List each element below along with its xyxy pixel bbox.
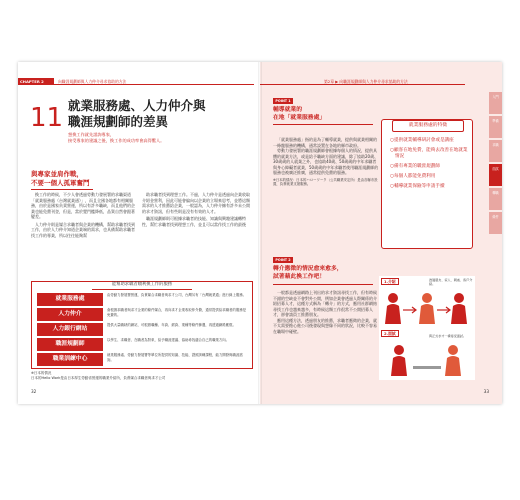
right-page <box>260 62 502 404</box>
table-title: 能幫助求職者順利換工作的服務 <box>111 282 173 287</box>
interview-people-icon <box>381 342 473 378</box>
running-head: 向職涯規劃師與人力仲介尋求協助的方法 <box>58 79 127 84</box>
side-tab: 入門 <box>489 92 502 114</box>
table-title-rule <box>92 289 192 290</box>
list-item: ○備有專業的職涯規劃師 <box>390 164 440 169</box>
page-number: 32 <box>31 389 37 394</box>
step-label: 2.面試 <box>381 330 399 337</box>
row-description: 由勞動力發展署營運，負責媒合求職者與求才公司，台灣另有「台灣就業通」進行線上服務。 <box>107 293 247 297</box>
table-row <box>37 308 249 322</box>
row-label: 人力銀行網站 <box>37 323 103 336</box>
left-page <box>18 62 260 404</box>
row-description: 提供大量職缺的網站，可根據職種、年資、薪資、業種等條件篩選，再透過網路應徵。 <box>107 323 236 327</box>
services-table <box>31 281 253 369</box>
table-row <box>37 353 249 367</box>
list-item: ○顧客在地免費，能夠去改善在地就業情況 <box>390 148 468 159</box>
header-rule <box>54 84 254 85</box>
side-tab: 準備 <box>489 116 502 138</box>
referral-illustration <box>379 276 475 380</box>
step-description: 透過朋友、家人、親戚、客戶介紹。 <box>429 278 473 287</box>
paragraph: 助求職者找到理想工作。不過，人力仲介是透過向企業收取介紹金營利，因此可能會偏向以企業的立場來思考，並將這類需求的人才推薦給企業，一般認為，人力仲介擁有許多未公開的求才資訊，但有些則是沒有有效的人才。 <box>142 192 250 214</box>
point-2-tag: POINT 2 <box>273 257 293 263</box>
row-label: 職業訓練中心 <box>37 353 103 366</box>
book-gutter <box>258 62 262 404</box>
point-2-body <box>273 290 377 334</box>
side-tab: 條件 <box>489 212 502 234</box>
list-item: ○每個人都能免費利用 <box>390 174 436 179</box>
feature-list <box>390 138 472 194</box>
row-label: 就業服務處 <box>37 293 103 306</box>
row-description: 以學生、求職者、在職者為對象，給予職涯建議、協助尋找適合自己的職業方向。 <box>107 338 230 342</box>
footnote: ※日本的情況：日本的ハローワーク（公共職業安定所）是由各縣市設置，負責就業支援服務。 <box>273 177 378 186</box>
introduction-people-icon <box>381 290 473 326</box>
side-tab: 轉職 <box>489 188 502 210</box>
paragraph: 換工作的時候，不少人會透過勞動力發展署的求職渠道「就業服務處（台灣就業通）」，而且全國各地都有相關服務，由於是國家負責營運，所以有許多職缺，而且他們的企業也能免費刊登，但是，當於覺門檻降低，品質自然會跟著變差。 <box>31 192 135 219</box>
point-1-tag: POINT 1 <box>273 98 293 104</box>
section-heading: 與專家並肩作戰， 不要一個人孤軍奮鬥 <box>31 170 90 187</box>
row-description: 會根據求職者與求才企業的條件媒合，再向求才企業收取仲介費，通常提供給求職者的服務是免費的。 <box>107 308 247 317</box>
paragraph: 一般都是透過網路上刊出的求才資訊尋找工作，但有時候不錯的空缺並不會對外公開，例如企業會透過人際關係的介紹招募人才，這種方式稱為「轉介」的方式，應用社群網絡尋找工作也越來越多，有時候這類工作很常不公開招募人才，卻會請員工推薦朋友。 <box>273 290 377 317</box>
paragraph: 應用這種方法，透過朋友的推薦，求職者應徵的企業，就不太需要擔心進公司後發現與想像不同的狀況，比較不容易在職場中碰壁。 <box>273 317 377 334</box>
side-index-tabs <box>489 92 502 236</box>
page-number: 33 <box>483 389 489 394</box>
point-2-heading: 轉介應徵的情況愈來愈多， 試著藉此換工作吧！ <box>273 266 343 280</box>
row-label: 職涯規劃師 <box>37 338 103 351</box>
section-heading-rule <box>31 189 93 190</box>
side-tab-active: 面試 <box>489 164 502 186</box>
body-column-1 <box>31 192 135 240</box>
row-description: 就業服務處、勞動力發展署等單位所提供的知識、技能、證照訓練課程，能力開發與職涯諮詢。 <box>107 353 243 362</box>
header-rule <box>260 84 465 85</box>
running-head: 第2章 ▶ 向職涯規劃師與人力仲介尋求協助的方法 <box>324 79 408 84</box>
point-1-heading: 輔導就業的 在地「就業服務處」 <box>273 107 326 121</box>
row-label: 人力仲介 <box>37 308 103 321</box>
table-row <box>37 338 249 352</box>
side-tab: 求職 <box>489 140 502 162</box>
list-item: ○提供就業輔導研討會或是講座 <box>390 138 454 143</box>
paragraph: 「就業服務處」指的是為了輔導就業，提供與就業相關的一條龍服務的機構，通常設置在各地的縣市政府。 <box>273 137 377 148</box>
list-item: ○輔導就業保險等申請手續 <box>390 184 445 189</box>
footnotes: ※日本的情況 日本的Hello Work是由日本厚生勞動省營運的職業介紹所，負責媒合求職者與求才公司 <box>31 371 166 380</box>
step-label: 1.介紹 <box>381 278 399 285</box>
feature-box-heading: 就業服務處的特徵 <box>392 120 464 132</box>
table-row <box>37 323 249 337</box>
paragraph: 職涯規劃師則可根據求職者的技能、知識與興趣建議轉特性，幫忙求職者找到理想工作，並且可以當作找工作的最後 <box>142 216 246 227</box>
point-2-rule <box>273 284 373 285</box>
table-row <box>37 293 249 307</box>
body-column-2 <box>142 192 250 229</box>
chapter-tag: CHAPTER 2 <box>18 78 54 85</box>
page-title: 就業服務處、人力仲介與 職涯規劃師的差異 <box>68 98 206 129</box>
book-spread <box>18 62 502 404</box>
point-1-body <box>273 137 379 186</box>
feature-box <box>381 119 473 249</box>
point-1-rule <box>273 124 373 125</box>
step-description: 與正式求才一樣接受面試。 <box>429 334 467 338</box>
page-subtitle: 想換工作就先諮詢專家， 接受專家的建議之後，換工作的成功率會高得驚人。 <box>68 132 165 143</box>
paragraph: 勞動力發展署的職涯規劃師會根據每個人的情況，提供具體的就業方法，或是給予職缺方面的建議，除了協助20歲、30歲歲的人就業之外，也協助40歲、50歲歲的中年求職者與身心障礙者就業，50歲歲的中年求職者使用職涯規劃師的服務也被廣泛推廣，通常提供免費的服務。 <box>273 148 379 175</box>
section-number: 11 <box>30 103 64 133</box>
paragraph: 人力仲介則是媒合求職者與企業的機構，幫助求職者找到工作，由於人力仲介知道企業端的需求，也具備幫助求職者找工作的專業，所以往往能夠幫 <box>31 221 135 238</box>
